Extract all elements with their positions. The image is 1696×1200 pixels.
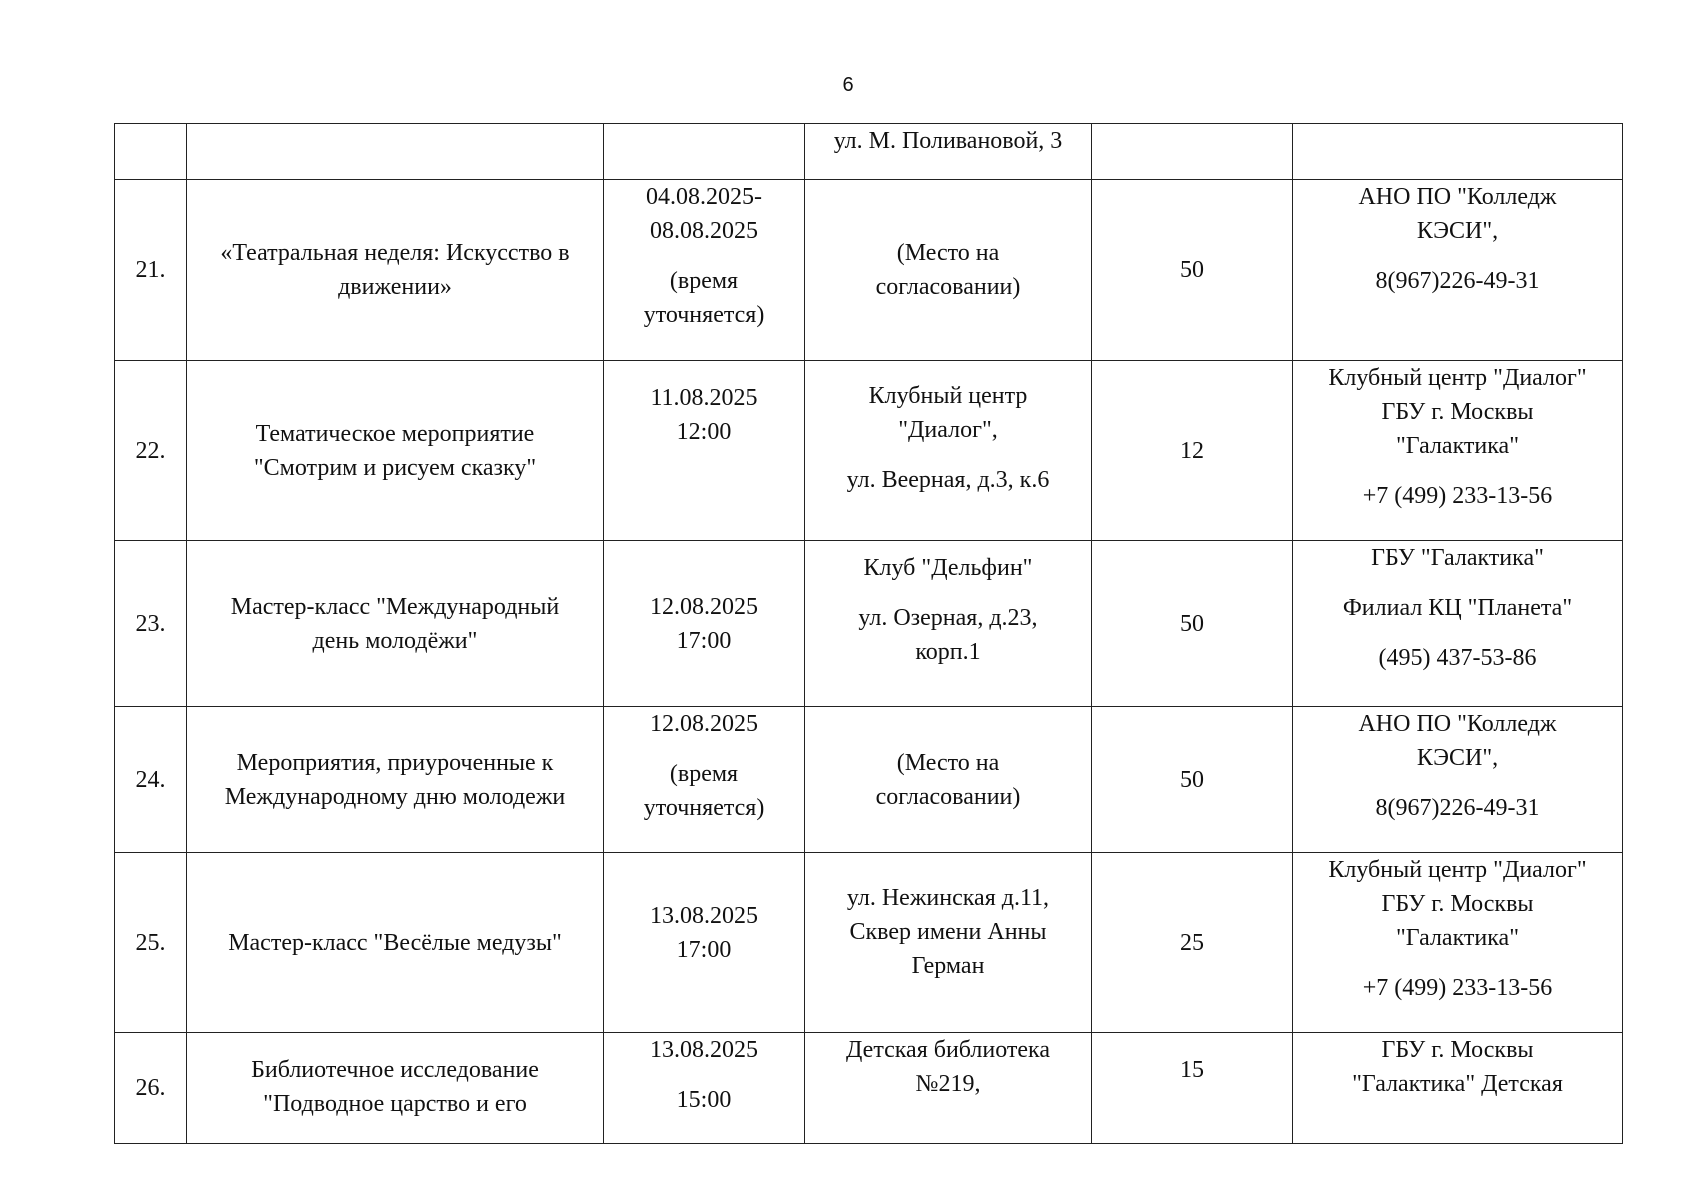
event-title-line: «Театральная неделя: Искусство в bbox=[220, 240, 570, 266]
table-row bbox=[115, 124, 1623, 180]
place-line: Клубный центр bbox=[868, 383, 1028, 409]
event-title-line: Международному дню молодежи bbox=[224, 783, 566, 810]
page-number: 6 bbox=[842, 74, 854, 96]
event-date-cell bbox=[604, 124, 805, 180]
row-number: 21. bbox=[115, 180, 187, 361]
event-place-cell bbox=[805, 361, 1092, 541]
participants-count: 15 bbox=[1092, 1033, 1293, 1144]
organizer-branch: Филиал КЦ "Планета" bbox=[1342, 595, 1573, 621]
event-title-line: Библиотечное исследование bbox=[251, 1057, 539, 1083]
organizer-line: ГБУ "Галактика" bbox=[1371, 545, 1544, 571]
place-line: Сквер имени Анны bbox=[849, 919, 1047, 945]
event-date-line: 13.08.2025 bbox=[650, 903, 758, 929]
event-title-cell bbox=[187, 180, 604, 361]
organizer-line: Клубный центр "Диалог" bbox=[1328, 365, 1587, 391]
event-date-cell bbox=[604, 853, 805, 1033]
event-title-cell bbox=[187, 541, 604, 707]
place-address: корп.1 bbox=[915, 639, 981, 665]
organizer-line: "Галактика" bbox=[1396, 433, 1519, 459]
organizer-phone: 8(967)226-49-31 bbox=[1375, 268, 1540, 294]
place-line: Детская библиотека bbox=[846, 1037, 1050, 1063]
event-date-line: 13.08.2025 bbox=[650, 1037, 758, 1063]
event-title-line: Тематическое мероприятие bbox=[255, 420, 535, 447]
organizer-cell bbox=[1293, 707, 1623, 853]
organizer-phone: +7 (499) 233-13-56 bbox=[1362, 483, 1553, 509]
place-line: согласовании) bbox=[875, 783, 1021, 810]
participants-count: 25 bbox=[1092, 853, 1293, 1033]
organizer-line: КЭСИ", bbox=[1416, 745, 1499, 771]
participants-count: 50 bbox=[1092, 180, 1293, 361]
place-line: (Место на bbox=[896, 240, 1000, 266]
organizer-line: ГБУ г. Москвы bbox=[1381, 891, 1534, 917]
place-line: (Место на bbox=[896, 749, 1000, 776]
events-table bbox=[114, 123, 1623, 1144]
row-number: 22. bbox=[115, 361, 187, 541]
organizer-cell bbox=[1293, 124, 1623, 180]
organizer-line: АНО ПО "Колледж bbox=[1358, 711, 1557, 737]
event-date-line: 04.08.2025- bbox=[646, 184, 762, 210]
organizer-cell bbox=[1293, 1033, 1623, 1144]
organizer-cell bbox=[1293, 541, 1623, 707]
event-date-line: 17:00 bbox=[676, 627, 732, 654]
event-place-cell bbox=[805, 124, 1092, 180]
event-place-cell bbox=[805, 707, 1092, 853]
event-date-line: 08.08.2025 bbox=[650, 218, 758, 244]
event-place-cell bbox=[805, 1033, 1092, 1144]
organizer-line: ГБУ г. Москвы bbox=[1381, 399, 1534, 425]
event-title-cell bbox=[187, 853, 604, 1033]
event-time: 15:00 bbox=[676, 1087, 732, 1113]
event-date-cell bbox=[604, 707, 805, 853]
organizer-line: АНО ПО "Колледж bbox=[1358, 184, 1557, 210]
organizer-line: КЭСИ", bbox=[1416, 218, 1499, 244]
event-title-line: движении» bbox=[338, 274, 452, 300]
row-number: 24. bbox=[115, 707, 187, 853]
row-number: 26. bbox=[115, 1033, 187, 1144]
event-date-line: 12:00 bbox=[676, 419, 732, 445]
organizer-line: Клубный центр "Диалог" bbox=[1328, 857, 1587, 883]
place-line: "Диалог", bbox=[898, 417, 998, 443]
organizer-phone: 8(967)226-49-31 bbox=[1375, 795, 1540, 821]
event-place-cell bbox=[805, 180, 1092, 361]
event-time-note: (время bbox=[669, 761, 739, 787]
table-row bbox=[115, 361, 1623, 541]
participants-count: 12 bbox=[1092, 361, 1293, 541]
place-line: согласовании) bbox=[875, 274, 1021, 300]
organizer-cell bbox=[1293, 853, 1623, 1033]
table-row bbox=[115, 541, 1623, 707]
event-title-line: день молодёжи" bbox=[312, 627, 478, 654]
event-date-line: 11.08.2025 bbox=[650, 385, 758, 411]
event-title-cell bbox=[187, 707, 604, 853]
organizer-cell bbox=[1293, 180, 1623, 361]
event-title-line: "Смотрим и рисуем сказку" bbox=[253, 454, 537, 481]
place-line: №219, bbox=[915, 1071, 981, 1097]
event-time-note: (время bbox=[669, 268, 739, 294]
event-place-cell bbox=[805, 853, 1092, 1033]
organizer-line: "Галактика" Детская bbox=[1352, 1071, 1563, 1097]
event-title-line: Мастер-класс "Весёлые медузы" bbox=[228, 929, 562, 956]
organizer-phone: +7 (499) 233-13-56 bbox=[1362, 975, 1553, 1001]
event-date-line: 12.08.2025 bbox=[650, 593, 758, 620]
event-date-cell bbox=[604, 180, 805, 361]
place-address: ул. Озерная, д.23, bbox=[858, 605, 1038, 631]
event-date-line: 17:00 bbox=[676, 937, 732, 963]
event-date-cell bbox=[604, 1033, 805, 1144]
organizer-phone: (495) 437-53-86 bbox=[1378, 645, 1537, 671]
organizer-line: "Галактика" bbox=[1396, 925, 1519, 951]
participants-count: 50 bbox=[1092, 541, 1293, 707]
row-number: 25. bbox=[115, 853, 187, 1033]
table-row bbox=[115, 707, 1623, 853]
participants-count: 50 bbox=[1092, 707, 1293, 853]
row-number-cell bbox=[115, 124, 187, 180]
event-date-cell bbox=[604, 541, 805, 707]
table-row bbox=[115, 853, 1623, 1033]
event-title-cell bbox=[187, 1033, 604, 1144]
table-row bbox=[115, 1033, 1623, 1144]
event-time-note: уточняется) bbox=[643, 795, 765, 821]
event-time-note: уточняется) bbox=[643, 302, 765, 328]
event-title-cell bbox=[187, 124, 604, 180]
table-row bbox=[115, 180, 1623, 361]
event-title-cell bbox=[187, 361, 604, 541]
event-title-line: "Подводное царство и его bbox=[263, 1091, 527, 1117]
place-line: ул. Нежинская д.11, bbox=[846, 885, 1050, 911]
row-number: 23. bbox=[115, 541, 187, 707]
place-line: Клуб "Дельфин" bbox=[863, 555, 1033, 581]
place-line: ул. М. Поливановой, 3 bbox=[833, 128, 1063, 154]
event-place-cell bbox=[805, 541, 1092, 707]
event-date-cell bbox=[604, 361, 805, 541]
place-address: ул. Веерная, д.3, к.6 bbox=[846, 467, 1050, 493]
event-title-line: Мастер-класс "Международный bbox=[230, 593, 560, 620]
organizer-cell bbox=[1293, 361, 1623, 541]
participants-cell bbox=[1092, 124, 1293, 180]
place-line: Герман bbox=[911, 953, 985, 979]
organizer-line: ГБУ г. Москвы bbox=[1381, 1037, 1534, 1063]
event-date-line: 12.08.2025 bbox=[650, 711, 758, 737]
event-title-line: Мероприятия, приуроченные к bbox=[236, 749, 554, 776]
